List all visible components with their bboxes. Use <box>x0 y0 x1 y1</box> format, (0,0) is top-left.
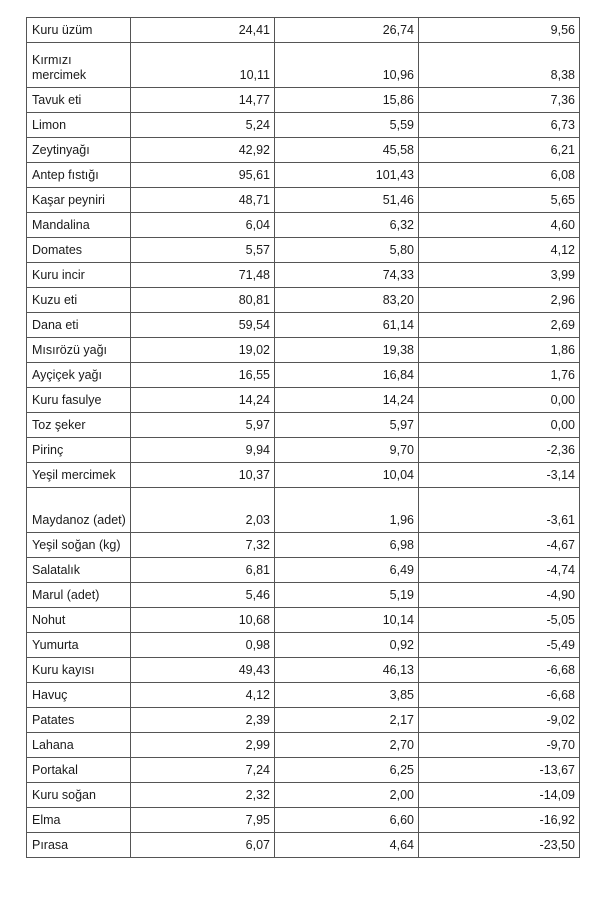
price-2-cell: 2,00 <box>275 783 419 808</box>
price-table-body <box>27 18 580 858</box>
price-2-cell: 83,20 <box>275 288 419 313</box>
change-percent-cell: -5,49 <box>419 633 580 658</box>
table-row <box>27 438 580 463</box>
product-name-cell: Kuru üzüm <box>27 18 131 43</box>
product-name-cell: Kuru incir <box>27 263 131 288</box>
change-percent-cell: 6,73 <box>419 113 580 138</box>
table-row <box>27 808 580 833</box>
change-percent-cell: -5,05 <box>419 608 580 633</box>
price-2-cell: 5,19 <box>275 583 419 608</box>
change-percent-cell: 9,56 <box>419 18 580 43</box>
price-1-cell: 7,24 <box>131 758 275 783</box>
product-name-cell: Kırmızı mercimek <box>27 43 131 88</box>
change-percent-cell: -9,70 <box>419 733 580 758</box>
change-percent-cell: 6,08 <box>419 163 580 188</box>
price-1-cell: 5,97 <box>131 413 275 438</box>
price-1-cell: 2,39 <box>131 708 275 733</box>
product-name-cell: Yeşil mercimek <box>27 463 131 488</box>
product-name-cell: Pırasa <box>27 833 131 858</box>
product-name-cell: Maydanoz (adet) <box>27 488 131 533</box>
change-percent-cell: -3,14 <box>419 463 580 488</box>
product-name-cell: Mandalina <box>27 213 131 238</box>
price-2-cell: 14,24 <box>275 388 419 413</box>
change-percent-cell: 6,21 <box>419 138 580 163</box>
price-2-cell: 6,49 <box>275 558 419 583</box>
price-1-cell: 9,94 <box>131 438 275 463</box>
price-1-cell: 5,24 <box>131 113 275 138</box>
product-name-cell: Domates <box>27 238 131 263</box>
price-1-cell: 0,98 <box>131 633 275 658</box>
price-1-cell: 71,48 <box>131 263 275 288</box>
price-2-cell: 15,86 <box>275 88 419 113</box>
price-2-cell: 46,13 <box>275 658 419 683</box>
change-percent-cell: 4,60 <box>419 213 580 238</box>
price-2-cell: 19,38 <box>275 338 419 363</box>
price-1-cell: 48,71 <box>131 188 275 213</box>
table-row <box>27 463 580 488</box>
price-1-cell: 16,55 <box>131 363 275 388</box>
price-1-cell: 4,12 <box>131 683 275 708</box>
change-percent-cell: -4,67 <box>419 533 580 558</box>
product-name-cell: Kaşar peyniri <box>27 188 131 213</box>
change-percent-cell: 5,65 <box>419 188 580 213</box>
product-name-cell: Portakal <box>27 758 131 783</box>
price-1-cell: 14,77 <box>131 88 275 113</box>
table-row <box>27 188 580 213</box>
change-percent-cell: -16,92 <box>419 808 580 833</box>
product-name-cell: Kuru kayısı <box>27 658 131 683</box>
change-percent-cell: -13,67 <box>419 758 580 783</box>
change-percent-cell: 1,86 <box>419 338 580 363</box>
change-percent-cell: 3,99 <box>419 263 580 288</box>
price-table <box>26 17 580 858</box>
price-2-cell: 4,64 <box>275 833 419 858</box>
price-1-cell: 49,43 <box>131 658 275 683</box>
product-name-cell: Patates <box>27 708 131 733</box>
change-percent-cell: -4,74 <box>419 558 580 583</box>
price-1-cell: 2,03 <box>131 488 275 533</box>
product-name-cell: Havuç <box>27 683 131 708</box>
change-percent-cell: -2,36 <box>419 438 580 463</box>
table-row <box>27 313 580 338</box>
change-percent-cell: -3,61 <box>419 488 580 533</box>
change-percent-cell: -23,50 <box>419 833 580 858</box>
price-2-cell: 9,70 <box>275 438 419 463</box>
price-2-cell: 3,85 <box>275 683 419 708</box>
price-2-cell: 5,80 <box>275 238 419 263</box>
price-2-cell: 61,14 <box>275 313 419 338</box>
product-name-cell: Elma <box>27 808 131 833</box>
price-2-cell: 2,70 <box>275 733 419 758</box>
price-1-cell: 19,02 <box>131 338 275 363</box>
price-1-cell: 7,32 <box>131 533 275 558</box>
price-1-cell: 6,81 <box>131 558 275 583</box>
change-percent-cell: -4,90 <box>419 583 580 608</box>
table-row <box>27 733 580 758</box>
change-percent-cell: 1,76 <box>419 363 580 388</box>
change-percent-cell: -6,68 <box>419 683 580 708</box>
table-row <box>27 163 580 188</box>
product-name-cell: Antep fıstığı <box>27 163 131 188</box>
price-2-cell: 1,96 <box>275 488 419 533</box>
price-1-cell: 10,37 <box>131 463 275 488</box>
price-2-cell: 6,25 <box>275 758 419 783</box>
price-1-cell: 2,32 <box>131 783 275 808</box>
product-name-cell: Limon <box>27 113 131 138</box>
price-2-cell: 5,97 <box>275 413 419 438</box>
change-percent-cell: -14,09 <box>419 783 580 808</box>
table-row <box>27 783 580 808</box>
product-name-cell: Tavuk eti <box>27 88 131 113</box>
product-name-cell: Lahana <box>27 733 131 758</box>
table-row <box>27 338 580 363</box>
price-2-cell: 10,14 <box>275 608 419 633</box>
price-2-cell: 0,92 <box>275 633 419 658</box>
table-row <box>27 633 580 658</box>
change-percent-cell: -9,02 <box>419 708 580 733</box>
table-row <box>27 138 580 163</box>
price-1-cell: 10,68 <box>131 608 275 633</box>
change-percent-cell: -6,68 <box>419 658 580 683</box>
price-1-cell: 6,07 <box>131 833 275 858</box>
table-row <box>27 583 580 608</box>
table-row <box>27 558 580 583</box>
price-2-cell: 5,59 <box>275 113 419 138</box>
price-1-cell: 5,57 <box>131 238 275 263</box>
price-1-cell: 7,95 <box>131 808 275 833</box>
product-name-cell: Yeşil soğan (kg) <box>27 533 131 558</box>
price-1-cell: 95,61 <box>131 163 275 188</box>
table-row <box>27 363 580 388</box>
product-name-cell: Pirinç <box>27 438 131 463</box>
table-row <box>27 488 580 533</box>
table-row <box>27 833 580 858</box>
table-row <box>27 683 580 708</box>
product-name-cell: Dana eti <box>27 313 131 338</box>
table-row <box>27 18 580 43</box>
product-name-cell: Kuru fasulye <box>27 388 131 413</box>
change-percent-cell: 2,69 <box>419 313 580 338</box>
change-percent-cell: 0,00 <box>419 388 580 413</box>
change-percent-cell: 4,12 <box>419 238 580 263</box>
price-2-cell: 10,96 <box>275 43 419 88</box>
change-percent-cell: 2,96 <box>419 288 580 313</box>
product-name-cell: Zeytinyağı <box>27 138 131 163</box>
price-2-cell: 51,46 <box>275 188 419 213</box>
price-2-cell: 6,60 <box>275 808 419 833</box>
product-name-cell: Ayçiçek yağı <box>27 363 131 388</box>
price-2-cell: 6,98 <box>275 533 419 558</box>
product-name-cell: Marul (adet) <box>27 583 131 608</box>
price-1-cell: 2,99 <box>131 733 275 758</box>
product-name-cell: Yumurta <box>27 633 131 658</box>
table-row <box>27 88 580 113</box>
price-2-cell: 16,84 <box>275 363 419 388</box>
product-name-cell: Nohut <box>27 608 131 633</box>
price-1-cell: 5,46 <box>131 583 275 608</box>
table-row <box>27 238 580 263</box>
price-2-cell: 10,04 <box>275 463 419 488</box>
table-row <box>27 213 580 238</box>
price-2-cell: 45,58 <box>275 138 419 163</box>
table-row <box>27 288 580 313</box>
table-row <box>27 113 580 138</box>
table-row <box>27 413 580 438</box>
price-1-cell: 42,92 <box>131 138 275 163</box>
table-row <box>27 388 580 413</box>
table-row <box>27 533 580 558</box>
product-name-cell: Salatalık <box>27 558 131 583</box>
product-name-cell: Mısırözü yağı <box>27 338 131 363</box>
price-1-cell: 24,41 <box>131 18 275 43</box>
price-1-cell: 10,11 <box>131 43 275 88</box>
price-1-cell: 59,54 <box>131 313 275 338</box>
price-2-cell: 26,74 <box>275 18 419 43</box>
price-1-cell: 14,24 <box>131 388 275 413</box>
table-row <box>27 708 580 733</box>
price-2-cell: 101,43 <box>275 163 419 188</box>
product-name-cell: Toz şeker <box>27 413 131 438</box>
price-2-cell: 74,33 <box>275 263 419 288</box>
price-2-cell: 6,32 <box>275 213 419 238</box>
change-percent-cell: 7,36 <box>419 88 580 113</box>
product-name-cell: Kuzu eti <box>27 288 131 313</box>
price-1-cell: 6,04 <box>131 213 275 238</box>
change-percent-cell: 8,38 <box>419 43 580 88</box>
table-row <box>27 608 580 633</box>
change-percent-cell: 0,00 <box>419 413 580 438</box>
price-2-cell: 2,17 <box>275 708 419 733</box>
table-row <box>27 658 580 683</box>
table-row <box>27 263 580 288</box>
table-row <box>27 758 580 783</box>
table-row <box>27 43 580 88</box>
product-name-cell: Kuru soğan <box>27 783 131 808</box>
price-1-cell: 80,81 <box>131 288 275 313</box>
